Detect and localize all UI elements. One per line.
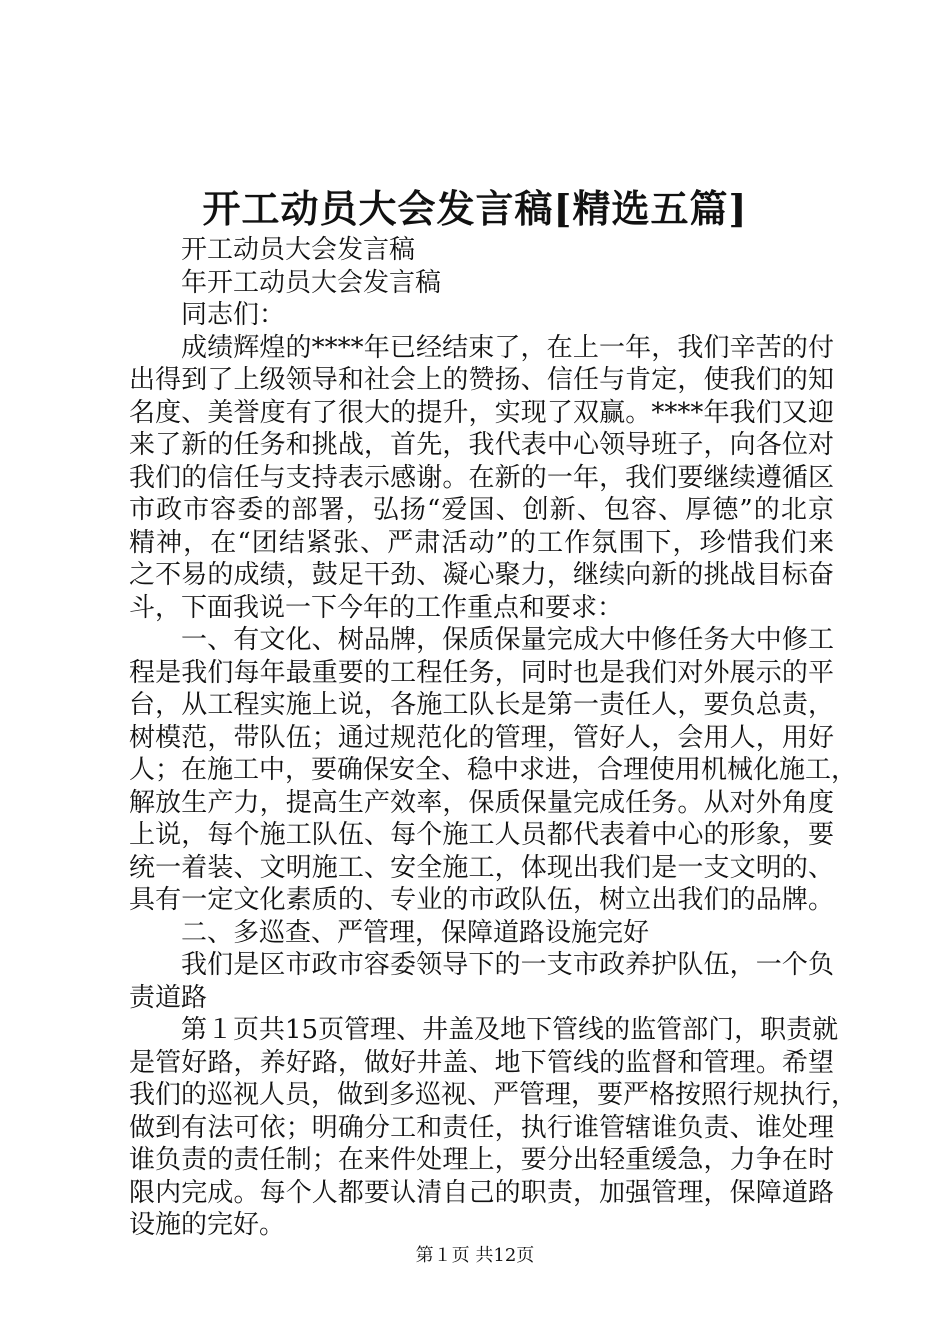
- document-body: [129, 234, 858, 1242]
- body-line: 统一着装、文明施工、安全施工，体现出我们是一支文明的、: [129, 852, 834, 883]
- body-line: 之不易的成绩，鼓足干劲、凝心聚力，继续向新的挑战目标奋: [129, 560, 834, 590]
- body-line: 来了新的任务和挑战，首先，我代表中心领导班子，向各位对: [129, 430, 834, 460]
- body-line: 市政市容委的部署，弘扬“爱国、创新、包容、厚德”的北京: [129, 495, 834, 525]
- body-line: 一、有文化、树品牌，保质保量完成大中修任务大中修工: [181, 625, 834, 655]
- body-line: 精神，在“团结紧张、严肃活动”的工作氛围下，珍惜我们来: [129, 527, 834, 558]
- body-line: 做到有法可依；明确分工和责任，执行谁管辖谁负责、谁处理: [129, 1112, 834, 1143]
- body-line: 出得到了上级领导和社会上的赞扬、信任与肯定，使我们的知: [129, 365, 834, 395]
- body-line: 我们的巡视人员，做到多巡视、严管理，要严格按照行规执行，: [129, 1080, 858, 1110]
- document-title: 开工动员大会发言稿[精选五篇]: [202, 186, 748, 231]
- body-line: 程是我们每年最重要的工程任务，同时也是我们对外展示的平: [129, 657, 834, 688]
- body-line: 成绩辉煌的****年已经结束了，在上一年，我们辛苦的付: [181, 332, 834, 363]
- page-footer: 第１页 共12页: [415, 1245, 535, 1266]
- body-line: 二、多巡查、严管理，保障道路设施完好: [181, 917, 650, 948]
- body-line: 谁负责的责任制；在来件处理上，要分出轻重缓急，力争在时: [129, 1145, 834, 1175]
- body-line: 解放生产力，提高生产效率，保质保量完成任务。从对外角度: [129, 787, 834, 818]
- body-line: 限内完成。每个人都要认清自己的职责，加强管理，保障道路: [129, 1177, 834, 1208]
- body-line: 树模范，带队伍；通过规范化的管理，管好人，会用人，用好: [129, 722, 834, 753]
- body-line: 同志们：: [181, 300, 286, 330]
- body-line: 开工动员大会发言稿: [181, 235, 416, 265]
- body-line: 责道路: [129, 982, 208, 1013]
- body-line: 斗，下面我说一下今年的工作重点和要求：: [129, 592, 624, 623]
- body-line: 第１页共15页管理、井盖及地下管线的监管部门，职责就: [181, 1015, 839, 1045]
- body-line: 台，从工程实施上说，各施工队长是第一责任人，要负总责，: [129, 690, 834, 720]
- body-line: 名度、美誉度有了很大的提升，实现了双赢。****年我们又迎: [129, 397, 834, 428]
- body-line: 我们的信任与支持表示感谢。在新的一年，我们要继续遵循区: [129, 462, 834, 493]
- body-line: 我们是区市政市容委领导下的一支市政养护队伍，一个负: [181, 950, 834, 980]
- body-line: 人；在施工中，要确保安全、稳中求进，合理使用机械化施工，: [129, 755, 858, 785]
- body-line: 是管好路，养好路，做好井盖、地下管线的监督和管理。希望: [129, 1047, 834, 1078]
- body-line: 具有一定文化素质的、专业的市政队伍，树立出我们的品牌。: [129, 885, 834, 915]
- body-line: 年开工动员大会发言稿: [181, 267, 442, 298]
- body-line: 设施的完好。: [129, 1210, 286, 1240]
- body-line: 上说，每个施工队伍、每个施工人员都代表着中心的形象，要: [129, 820, 834, 850]
